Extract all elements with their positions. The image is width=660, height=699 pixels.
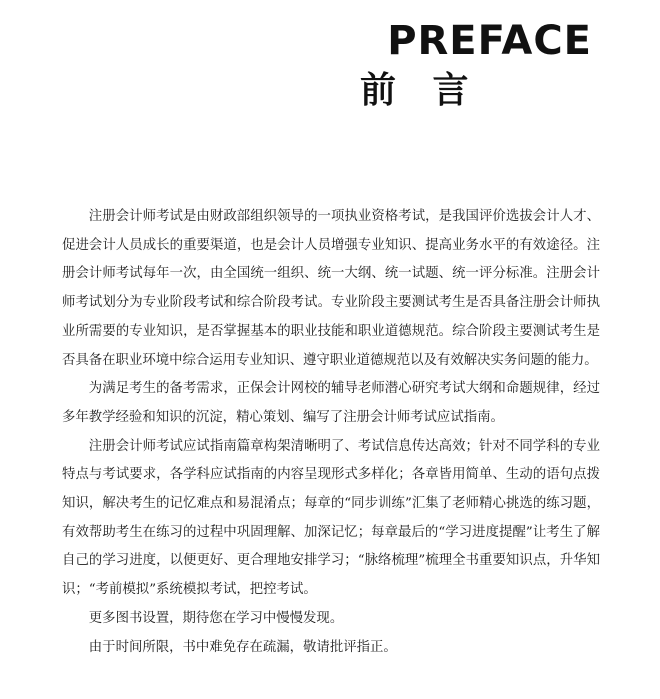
page-title-chinese: 前 言 <box>360 70 481 111</box>
page-title-english: PREFACE <box>387 18 592 64</box>
preface-body <box>62 203 600 662</box>
paragraph-guide-purpose: 为满足考生的备考需求，正保会计网校的辅导老师潜心研究考试大纲和命题规律，经过多年教学经验和知识的沉淀，精心策划、编写了注册会计师考试应试指南。 <box>62 381 600 425</box>
paragraph-guide-features: 注册会计师考试应试指南篇章构架清晰明了、考试信息传达高效；针对不同学科的专业特点与考试要求，各学科应试指南的内容呈现形式多样化；各章皆用简单、生动的语句点拨知识，解决考生的记忆难点和易混淆点；每章的“同步训练”汇集了老师精心挑选的练习题，有效帮助考生在练习的过程中巩固理解、加深记忆；每章最后的“学习进度提醒”让考生了解自己的学习进度，以便更好、更合理地安排学习；“脉络梳理”梳理全书重要知识点，升华知识；“考前模拟”系统模拟考试，把控考试。 <box>62 438 600 598</box>
paragraph-corrections: 由于时间所限，书中难免存在疏漏，敬请批评指正。 <box>88 639 397 655</box>
paragraph-exam-intro: 注册会计师考试是由财政部组织领导的一项执业资格考试，是我国评价选拔会计人才、促进会计人员成长的重要渠道，也是会计人员增强专业知识、提高业务水平的有效途径。注册会计师考试每年一次，由全国统一组织、统一大纲、统一试题、统一评分标准。注册会计师考试划分为专业阶段考试和综合阶段考试。专业阶段主要测试考生是否具备注册会计师执业所需要的专业知识，是否掌握基本的职业技能和职业道德规范。综合阶段主要测试考生是否具备在职业环境中综合运用专业知识、遵守职业道德规范以及有效解决实务问题的能力。 <box>62 209 600 368</box>
paragraph-more-settings: 更多图书设置，期待您在学习中慢慢发现。 <box>88 610 344 626</box>
